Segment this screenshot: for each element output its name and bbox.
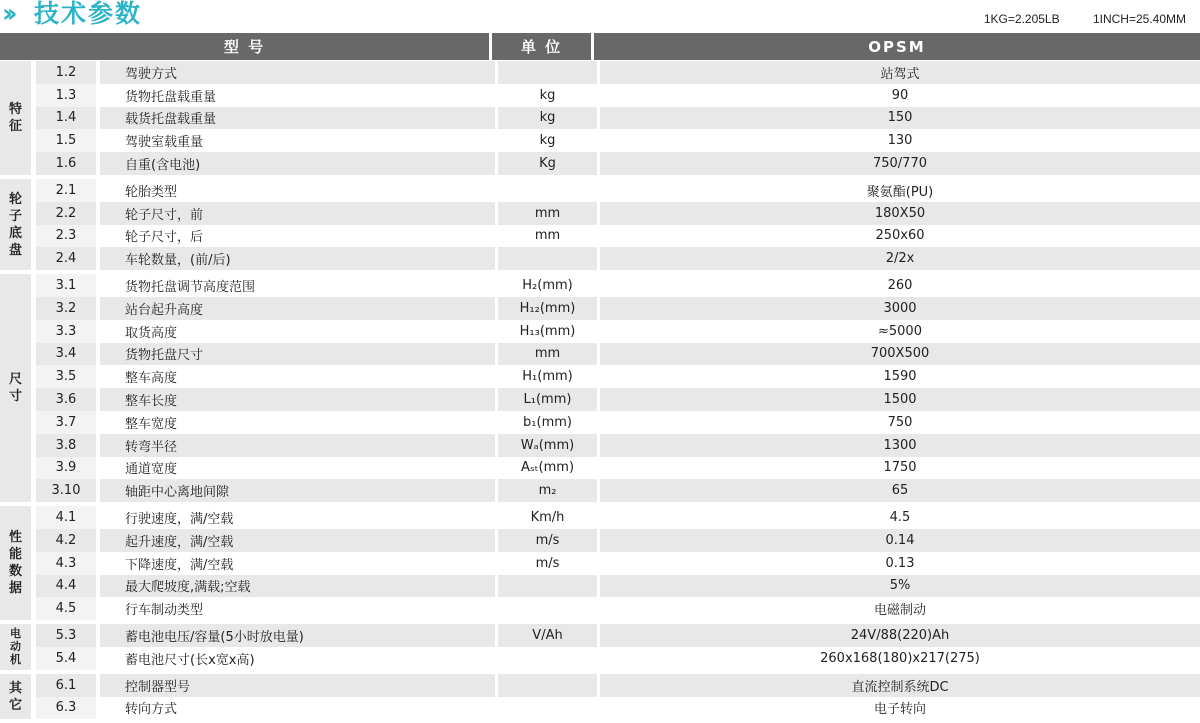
row-value: 5% <box>600 575 1200 598</box>
table-row <box>34 529 1200 552</box>
spec-table <box>0 61 1200 723</box>
row-unit: mm <box>498 202 597 225</box>
row-unit: b₁(mm) <box>498 411 597 434</box>
row-parameter: 轴距中心离地间隙 <box>100 479 495 502</box>
row-unit: Kg <box>498 152 597 175</box>
row-parameter: 通道宽度 <box>100 457 495 480</box>
spec-group <box>0 624 1200 674</box>
row-number: 5.4 <box>36 647 96 670</box>
row-unit <box>498 597 597 620</box>
row-value: 250x60 <box>600 225 1200 248</box>
row-number: 2.2 <box>36 202 96 225</box>
row-number: 4.5 <box>36 597 96 620</box>
conversion-kg: 1KG=2.205LB <box>983 12 1060 26</box>
title-bar <box>0 0 1200 30</box>
table-row <box>34 457 1200 480</box>
table-row <box>34 274 1200 297</box>
group-label <box>0 624 34 674</box>
table-row <box>34 697 1200 720</box>
row-value: 0.13 <box>600 552 1200 575</box>
row-value: 260x168(180)x217(275) <box>600 647 1200 670</box>
group-label-char: 电 <box>10 627 21 641</box>
row-value: 站驾式 <box>600 61 1200 84</box>
group-label-char: 据 <box>8 581 22 597</box>
row-unit: L₁(mm) <box>498 388 597 411</box>
row-number: 5.3 <box>36 624 96 647</box>
row-number: 4.1 <box>36 506 96 529</box>
group-label-char: 尺 <box>8 372 22 388</box>
group-label-char: 征 <box>8 118 22 134</box>
row-unit <box>498 647 597 670</box>
row-parameter: 控制器型号 <box>100 674 495 697</box>
table-row <box>34 247 1200 270</box>
row-value: 1590 <box>600 365 1200 388</box>
row-parameter: 载货托盘载重量 <box>100 107 495 130</box>
row-value: 130 <box>600 129 1200 152</box>
row-unit: Wₐ(mm) <box>498 434 597 457</box>
table-row <box>34 202 1200 225</box>
column-header-opsm: OPSM <box>594 33 1200 60</box>
group-label-char: 动 <box>10 640 21 654</box>
row-number: 1.5 <box>36 129 96 152</box>
row-unit: H₁₃(mm) <box>498 320 597 343</box>
table-row <box>34 107 1200 130</box>
spec-group <box>0 274 1200 506</box>
group-label-char: 能 <box>8 547 22 563</box>
row-number: 1.4 <box>36 107 96 130</box>
row-number: 3.10 <box>36 479 96 502</box>
row-value: 3000 <box>600 297 1200 320</box>
row-parameter: 整车长度 <box>100 388 495 411</box>
row-value: 700X500 <box>600 343 1200 366</box>
row-value: 750/770 <box>600 152 1200 175</box>
row-parameter: 轮胎类型 <box>100 179 495 202</box>
table-row <box>34 411 1200 434</box>
row-unit <box>498 575 597 598</box>
row-value: 65 <box>600 479 1200 502</box>
row-value: 2/2x <box>600 247 1200 270</box>
row-unit: kg <box>498 107 597 130</box>
table-row <box>34 152 1200 175</box>
group-label-char: 它 <box>8 697 22 713</box>
page-title: 技术参数 <box>34 0 143 28</box>
unit-conversion-note <box>962 12 1186 26</box>
row-parameter: 驾驶方式 <box>100 61 495 84</box>
double-chevron-right-icon: ›› <box>2 0 12 29</box>
group-label <box>0 61 34 179</box>
row-value: 180X50 <box>600 202 1200 225</box>
group-label-char: 其 <box>8 680 22 696</box>
row-number: 3.5 <box>36 365 96 388</box>
table-row <box>34 320 1200 343</box>
group-label-char: 数 <box>8 564 22 580</box>
row-parameter: 货物托盘调节高度范围 <box>100 274 495 297</box>
row-number: 4.2 <box>36 529 96 552</box>
row-unit <box>498 697 597 720</box>
row-value: 24V/88(220)Ah <box>600 624 1200 647</box>
table-row <box>34 129 1200 152</box>
row-unit: m/s <box>498 552 597 575</box>
row-parameter: 蓄电池尺寸(长x宽x高) <box>100 647 495 670</box>
row-parameter: 转弯半径 <box>100 434 495 457</box>
row-unit: mm <box>498 343 597 366</box>
table-row <box>34 343 1200 366</box>
row-number: 2.4 <box>36 247 96 270</box>
row-parameter: 最大爬坡度,满载;空载 <box>100 575 495 598</box>
row-parameter: 行驶速度，满/空载 <box>100 506 495 529</box>
row-parameter: 驾驶室载重量 <box>100 129 495 152</box>
table-row <box>34 647 1200 670</box>
row-parameter: 自重(含电池) <box>100 152 495 175</box>
row-value: 90 <box>600 84 1200 107</box>
row-value: 260 <box>600 274 1200 297</box>
row-unit <box>498 61 597 84</box>
row-value: 0.14 <box>600 529 1200 552</box>
row-number: 4.3 <box>36 552 96 575</box>
table-row <box>34 597 1200 620</box>
row-unit: m₂ <box>498 479 597 502</box>
spec-group <box>0 506 1200 624</box>
table-row <box>34 434 1200 457</box>
table-row <box>34 624 1200 647</box>
row-value: ≈5000 <box>600 320 1200 343</box>
row-value: 电磁制动 <box>600 597 1200 620</box>
row-parameter: 整车宽度 <box>100 411 495 434</box>
group-label <box>0 506 34 624</box>
group-label-char: 轮 <box>8 191 22 207</box>
table-row <box>34 61 1200 84</box>
row-unit: kg <box>498 129 597 152</box>
table-row <box>34 365 1200 388</box>
row-number: 6.3 <box>36 697 96 720</box>
row-parameter: 取货高度 <box>100 320 495 343</box>
row-unit: H₁₂(mm) <box>498 297 597 320</box>
table-row <box>34 674 1200 697</box>
row-number: 3.7 <box>36 411 96 434</box>
row-unit: Aₛₜ(mm) <box>498 457 597 480</box>
row-parameter: 起升速度，满/空载 <box>100 529 495 552</box>
row-number: 1.3 <box>36 84 96 107</box>
row-unit <box>498 179 597 202</box>
row-parameter: 站台起升高度 <box>100 297 495 320</box>
row-number: 2.3 <box>36 225 96 248</box>
row-parameter: 车轮数量，(前/后) <box>100 247 495 270</box>
row-number: 3.9 <box>36 457 96 480</box>
row-value: 4.5 <box>600 506 1200 529</box>
group-label-char: 寸 <box>8 389 22 405</box>
table-row <box>34 225 1200 248</box>
row-value: 聚氨酯(PU) <box>600 179 1200 202</box>
row-number: 3.4 <box>36 343 96 366</box>
row-parameter: 货物托盘载重量 <box>100 84 495 107</box>
row-unit: Km/h <box>498 506 597 529</box>
group-label-char: 子 <box>8 208 22 224</box>
row-value: 750 <box>600 411 1200 434</box>
row-number: 3.1 <box>36 274 96 297</box>
table-row <box>34 84 1200 107</box>
row-parameter: 货物托盘尺寸 <box>100 343 495 366</box>
row-unit: kg <box>498 84 597 107</box>
row-value: 1500 <box>600 388 1200 411</box>
group-label <box>0 179 34 274</box>
row-unit: H₂(mm) <box>498 274 597 297</box>
row-parameter: 蓄电池电压/容量(5小时放电量) <box>100 624 495 647</box>
group-label-char: 性 <box>8 530 22 546</box>
table-row <box>34 575 1200 598</box>
row-unit: V/Ah <box>498 624 597 647</box>
row-number: 3.2 <box>36 297 96 320</box>
group-label <box>0 274 34 506</box>
table-row <box>34 179 1200 202</box>
group-label-char: 底 <box>8 225 22 241</box>
row-value: 直流控制系统DC <box>600 674 1200 697</box>
table-row <box>34 479 1200 502</box>
row-unit <box>498 674 597 697</box>
row-value: 150 <box>600 107 1200 130</box>
row-parameter: 轮子尺寸，前 <box>100 202 495 225</box>
group-label-char: 特 <box>8 101 22 117</box>
row-unit: m/s <box>498 529 597 552</box>
row-parameter: 转向方式 <box>100 697 495 720</box>
row-parameter: 下降速度，满/空载 <box>100 552 495 575</box>
table-row <box>34 506 1200 529</box>
spec-group <box>0 674 1200 723</box>
row-unit: H₁(mm) <box>498 365 597 388</box>
conversion-inch: 1INCH=25.40MM <box>1092 12 1186 26</box>
row-parameter: 轮子尺寸，后 <box>100 225 495 248</box>
row-parameter: 行车制动类型 <box>100 597 495 620</box>
row-value: 1750 <box>600 457 1200 480</box>
row-number: 4.4 <box>36 575 96 598</box>
spec-group <box>0 61 1200 179</box>
row-value: 电子转向 <box>600 697 1200 720</box>
group-label-char: 机 <box>10 653 21 667</box>
table-row <box>34 297 1200 320</box>
row-number: 1.2 <box>36 61 96 84</box>
spec-group <box>0 179 1200 274</box>
row-number: 3.8 <box>36 434 96 457</box>
row-unit: mm <box>498 225 597 248</box>
row-number: 3.3 <box>36 320 96 343</box>
row-number: 1.6 <box>36 152 96 175</box>
table-row <box>34 552 1200 575</box>
row-number: 3.6 <box>36 388 96 411</box>
table-row <box>34 388 1200 411</box>
group-label-char: 盘 <box>8 242 22 258</box>
group-label <box>0 674 34 723</box>
row-value: 1300 <box>600 434 1200 457</box>
row-number: 2.1 <box>36 179 96 202</box>
row-number: 6.1 <box>36 674 96 697</box>
column-header-unit: 单 位 <box>492 33 591 60</box>
row-unit <box>498 247 597 270</box>
column-header-model: 型 号 <box>0 33 489 60</box>
row-parameter: 整车高度 <box>100 365 495 388</box>
